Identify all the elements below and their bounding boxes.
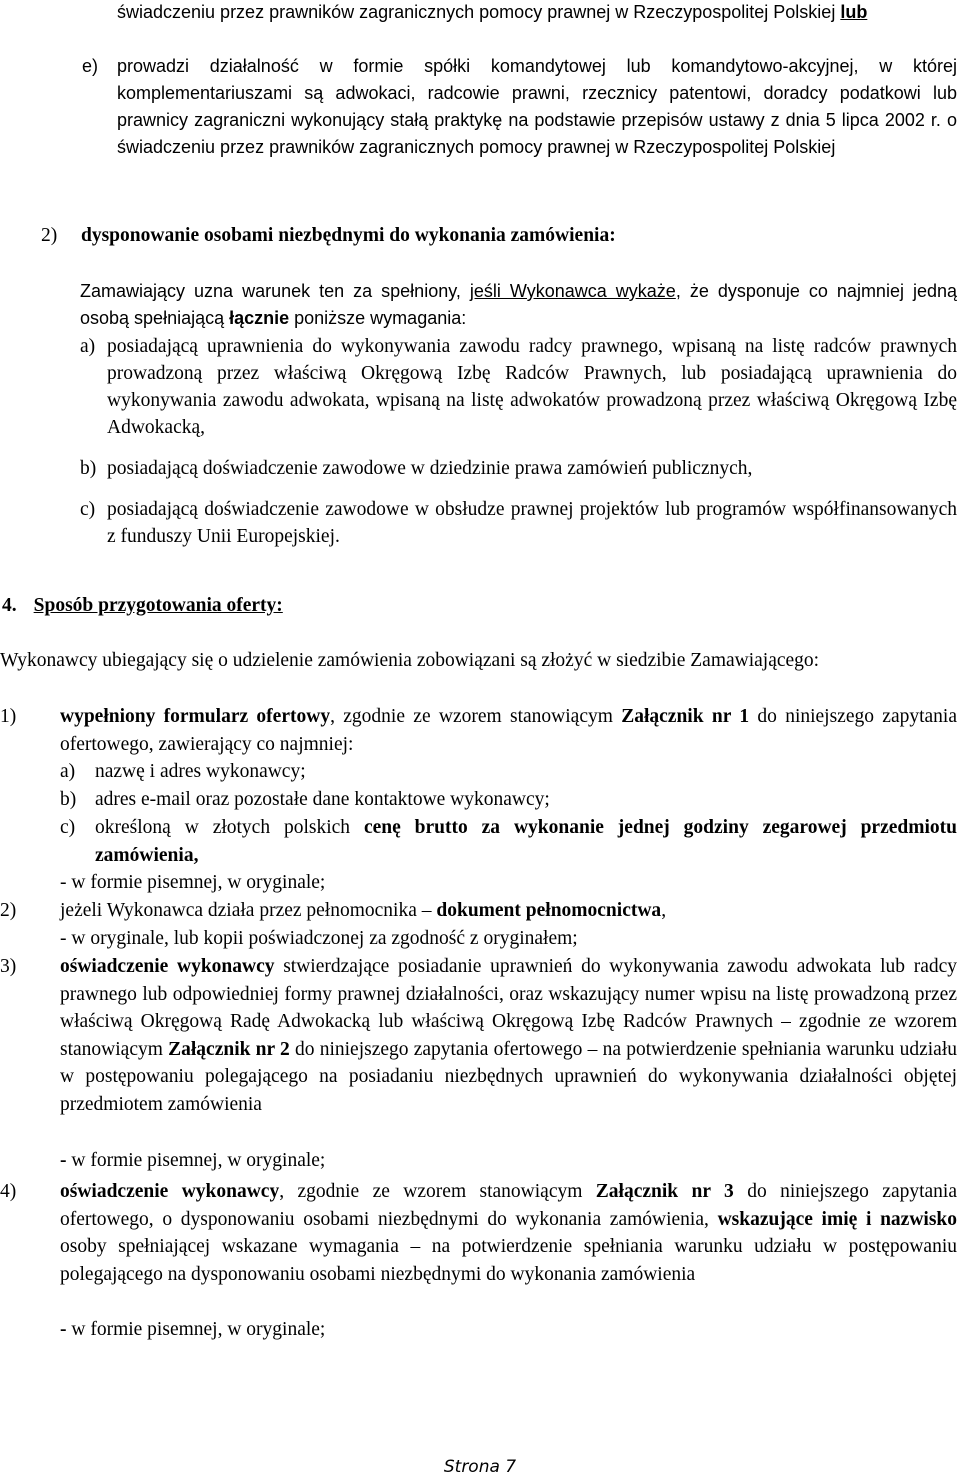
requirement-a: a) posiadającą uprawnienia do wykonywania zawodu radcy prawnego, wpisaną na listę radców prawnych prowadzoną przez właściwą Okręgową Izbę Radców Prawnych, lub posiadającą uprawnienia do wykonywania zawodu adwokata, wpisaną na listę adwokatów prowadzoną przez właściwą Okręgową Izbę Adwokacką, <box>80 336 957 438</box>
list-item-e: e) prowadzi działalność w formie spółki komandytowej lub komandytowo-akcyjnej, w której komplementariuszami są adwokaci, radcowie prawni, rzecznicy patentowi, doradcy podatkowi lub prawnicy zagraniczni wykonujący stałą praktykę na podstawie przepisów ustawy z dnia 5 lipca 2002 r. o świadczeniu przez prawników zagranicznych pomocy prawnej w Rzeczypospolitej Polskiej <box>82 56 957 157</box>
section-2-heading: 2) dysponowanie osobami niezbędnymi do wykonania zamówienia: <box>41 225 616 246</box>
offer-item-2: 2) jeżeli Wykonawca działa przez pełnomocnika – dokument pełnomocnictwa, <box>0 900 667 921</box>
offer-item-1c: c) określoną w złotych polskich cenę brutto za wykonanie jednej godziny zegarowej przedmiotu zamówienia, <box>60 817 957 866</box>
offer-item-3-form: - w formie pisemnej, w oryginale; <box>60 1150 326 1171</box>
offer-item-4-form: - w formie pisemnej, w oryginale; <box>60 1319 326 1340</box>
requirement-b: b) posiadającą doświadczenie zawodowe w dziedzinie prawa zamówień publicznych, <box>80 458 753 479</box>
offer-item-1: 1) wypełniony formularz ofertowy, zgodnie ze wzorem stanowiącym Załącznik nr 1 do niniejszego zapytania ofertowego, zawierający co najmniej: <box>0 706 958 755</box>
continuation-d: świadczeniu przez prawników zagranicznych pomocy prawnej w Rzeczypospolitej Polskiej lub <box>117 2 868 22</box>
offer-item-1a: a) nazwę i adres wykonawcy; <box>60 761 306 782</box>
page-number: Strona 7 <box>443 1457 517 1477</box>
section-4-heading: 4. Sposób przygotowania oferty: <box>2 595 283 616</box>
offer-item-3: 3) oświadczenie wykonawcy stwierdzające posiadanie uprawnień do wykonywania zawodu adwokata lub radcy prawnego lub odpowiedniej formy prawnej działalności, oraz wskazujący numer wpisu na listę prowadzoną przez właściwą Okręgową Radę Adwokacką lub właściwą Okręgową Izbę Radców Prawnych – zgodnie ze wzorem stanowiącym Załącznik nr 2 do niniejszego zapytania ofertowego – na potwierdzenie spełniania warunku udziału w postępowaniu polegającego na posiadaniu niezbędnych uprawnień do wykonywania działalności objętej przedmiotem zamówienia <box>0 956 958 1115</box>
offer-item-2-form: - w oryginale, lub kopii poświadczonej za zgodność z oryginałem; <box>60 928 578 949</box>
section-4-intro: Wykonawcy ubiegający się o udzielenie zamówienia zobowiązani są złożyć w siedzibie Zamawiającego: <box>0 650 820 671</box>
offer-item-4: 4) oświadczenie wykonawcy, zgodnie ze wzorem stanowiącym Załącznik nr 3 do niniejszego zapytania ofertowego, o dysponowaniu osobami niezbędnymi do wykonania zamówienia, wskazujące imię i nazwisko osoby spełniającej wskazane wymagania – na potwierdzenie spełniania warunku udziału w postępowaniu polegającego na dysponowaniu osobami niezbędnymi do wykonania zamówienia <box>0 1181 958 1285</box>
requirement-c: c) posiadającą doświadczenie zawodowe w obsłudze prawnej projektów lub programów współfinansowanych z funduszy Unii Europejskiej. <box>80 499 957 547</box>
lub-connector: lub <box>840 2 868 22</box>
offer-item-1b: b) adres e-mail oraz pozostałe dane kontaktowe wykonawcy; <box>60 789 550 810</box>
offer-item-1-form: - w formie pisemnej, w oryginale; <box>60 872 326 893</box>
section-2-intro: Zamawiający uzna warunek ten za spełniony, jeśli Wykonawca wykaże, że dysponuje co najmniej jedną osobą spełniającą łącznie poniższe wymagania: <box>80 281 958 328</box>
